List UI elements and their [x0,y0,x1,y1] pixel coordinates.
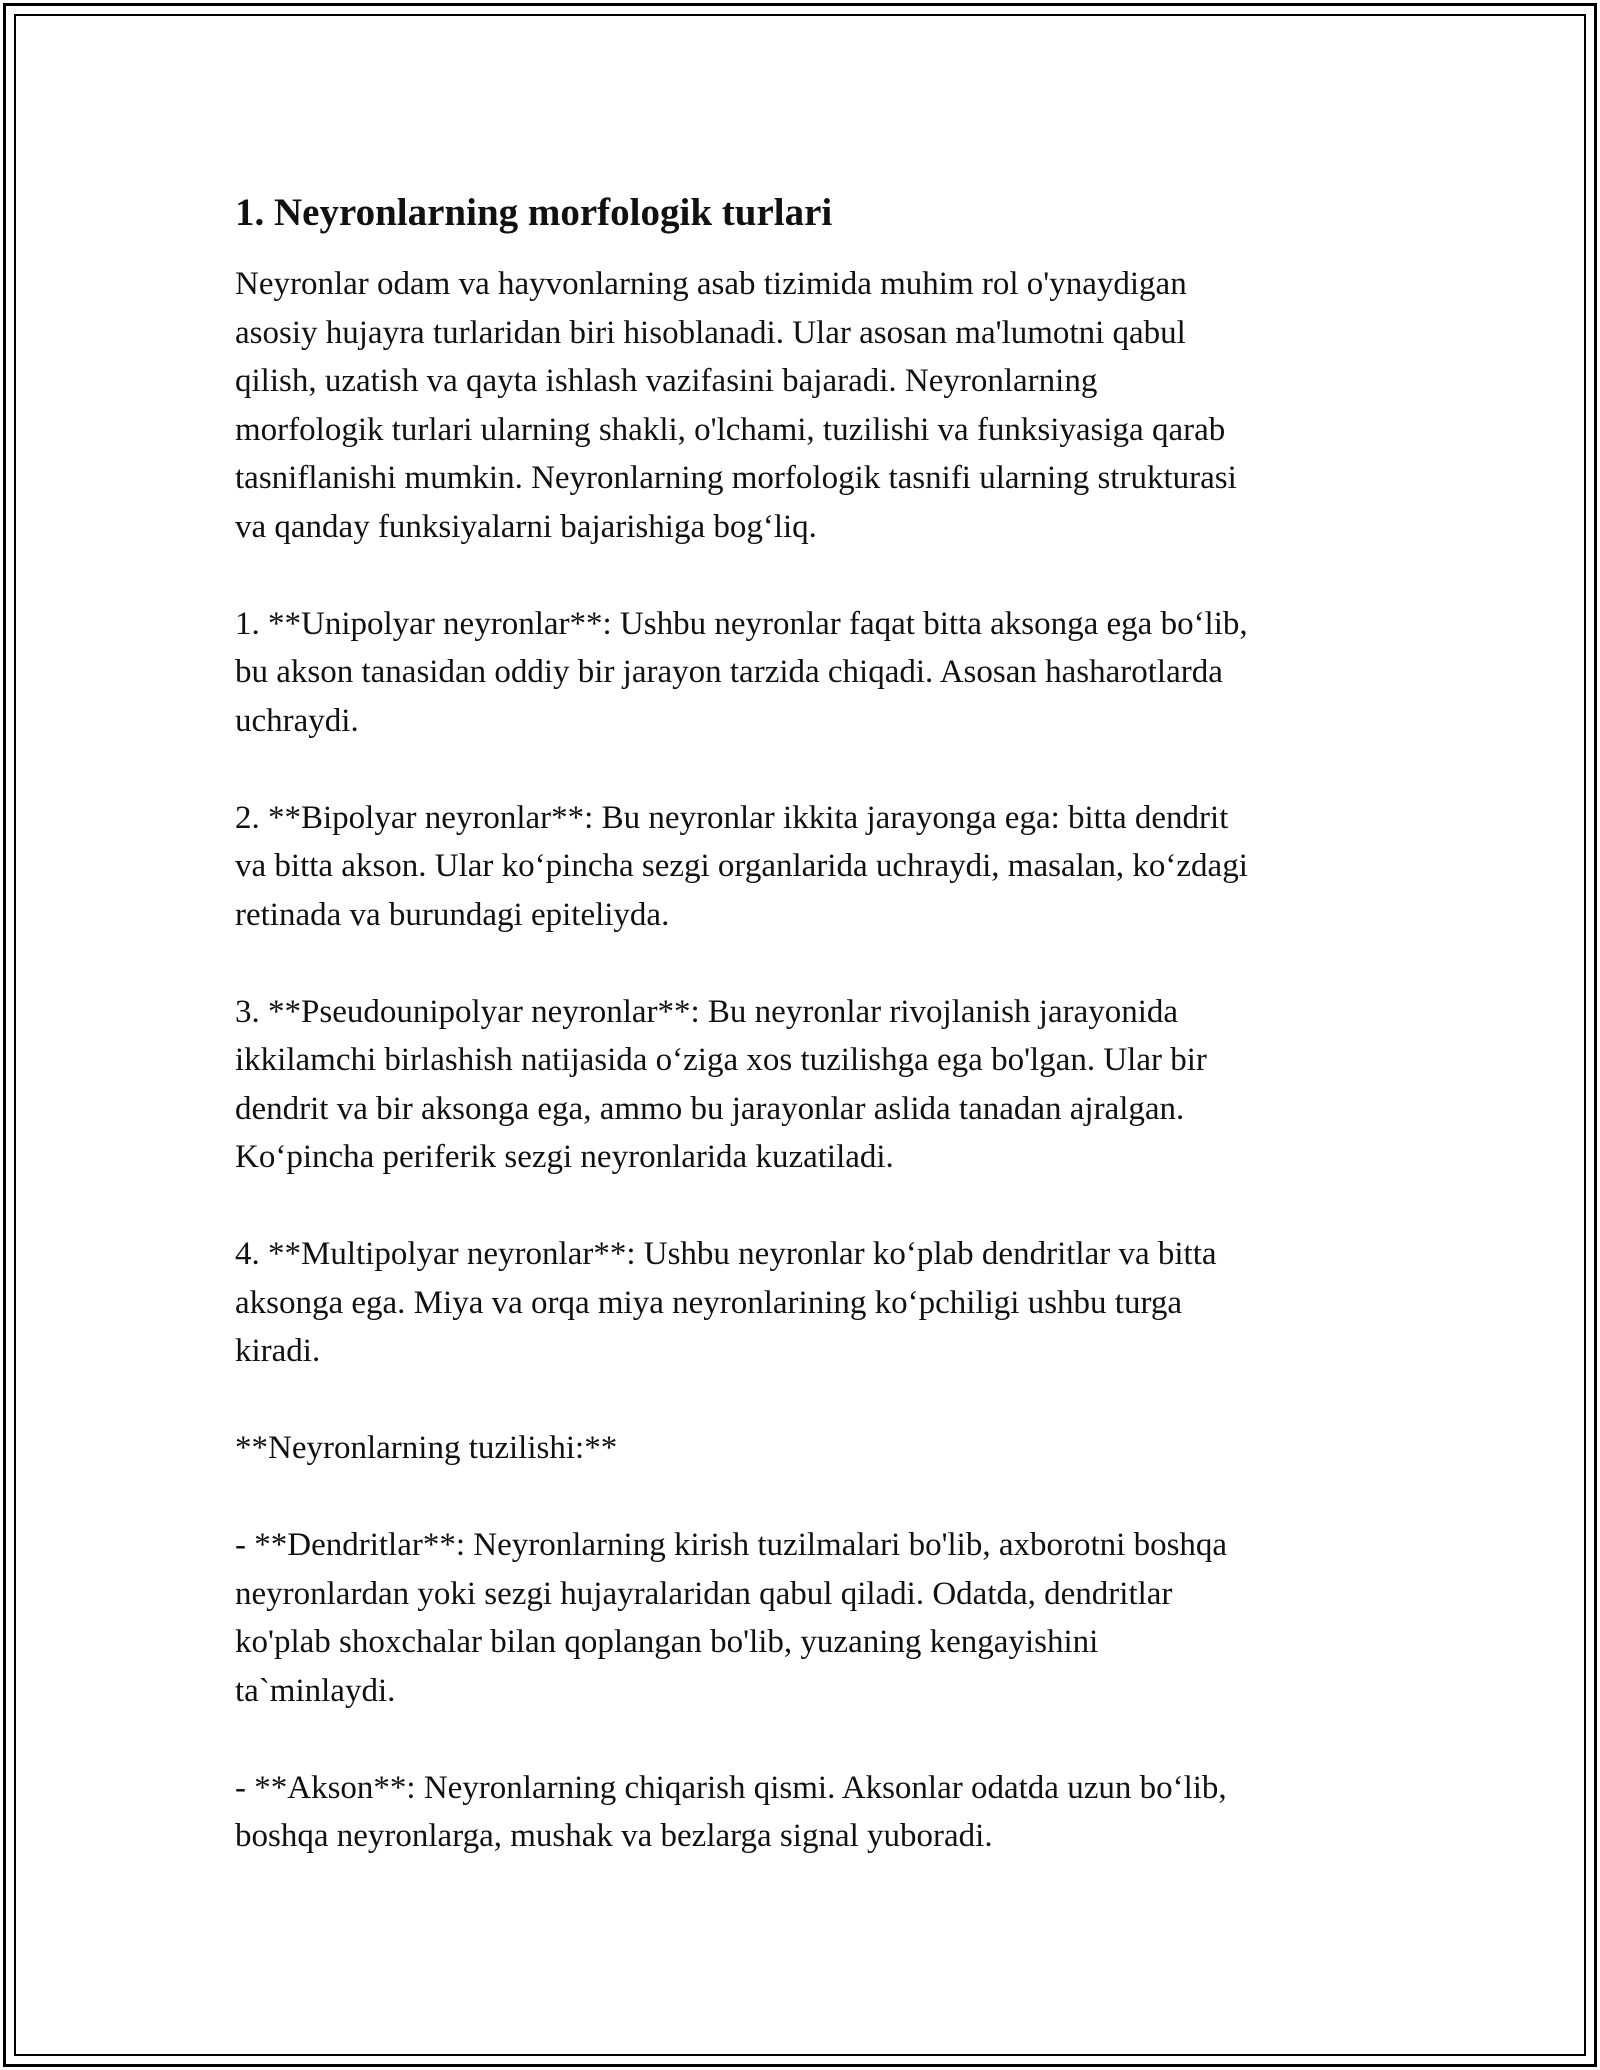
document-body [235,186,1375,1861]
bipolar-paragraph: 2. **Bipolyar neyronlar**: Bu neyronlar ikkita jarayonga ega: bitta dendrit va bitta akson. Ular ko‘pincha sezgi organlarida uchraydi, masalan, ko‘zdagi retinada va burundagi epiteliyda. [235,799,1248,933]
document-title: 1. Neyronlarning morfologik turlari [235,191,833,234]
dendrites-paragraph: - **Dendritlar**: Neyronlarning kirish tuzilmalari bo'lib, axborotni boshqa neyronlardan yoki sezgi hujayralaridan qabul qiladi. Odatda, dendritlar ko'plab shoxchalar bilan qoplangan bo'lib, yuzaning kengayishini ta`minlaydi. [235,1527,1228,1709]
intro-paragraph: Neyronlar odam va hayvonlarning asab tizimida muhim rol o'ynaydigan asosiy hujayra turlaridan biri hisoblanadi. Ular asosan ma'lumotni qabul qilish, uzatish va qayta ishlash vazifasini bajaradi. Neyronlarning morfologik turlari ularning shakli, o'lchami, tuzilishi va funksiyasiga qarab tasniflanishi mumkin. Neyronlarning morfologik tasnifi ularning strukturasi va qanday funksiyalarni bajarishiga bog‘liq. [235,266,1237,545]
pseudounipolar-paragraph: 3. **Pseudounipolyar neyronlar**: Bu neyronlar rivojlanish jarayonida ikkilamchi birlashish natijasida o‘ziga xos tuzilishga ega bo'lgan. Ular bir dendrit va bir aksonga ega, ammo bu jarayonlar aslida tanadan ajralgan. Ko‘pincha periferik sezgi neyronlarida kuzatiladi. [235,993,1207,1175]
structure-heading: **Neyronlarning tuzilishi:** [235,1430,618,1466]
multipolar-paragraph: 4. **Multipolyar neyronlar**: Ushbu neyronlar ko‘plab dendritlar va bitta aksonga ega. Miya va orqa miya neyronlarining ko‘pchiligi ushbu turga kiradi. [235,1236,1217,1369]
unipolar-paragraph: 1. **Unipolyar neyronlar**: Ushbu neyronlar faqat bitta aksonga ega bo‘lib, bu akson tanasidan oddiy bir jarayon tarzida chiqadi. Asosan hasharotlarda uchraydi. [235,605,1248,739]
axon-paragraph: - **Akson**: Neyronlarning chiqarish qismi. Aksonlar odatda uzun bo‘lib, boshqa neyronlarga, mushak va bezlarga signal yuboradi. [235,1769,1227,1854]
